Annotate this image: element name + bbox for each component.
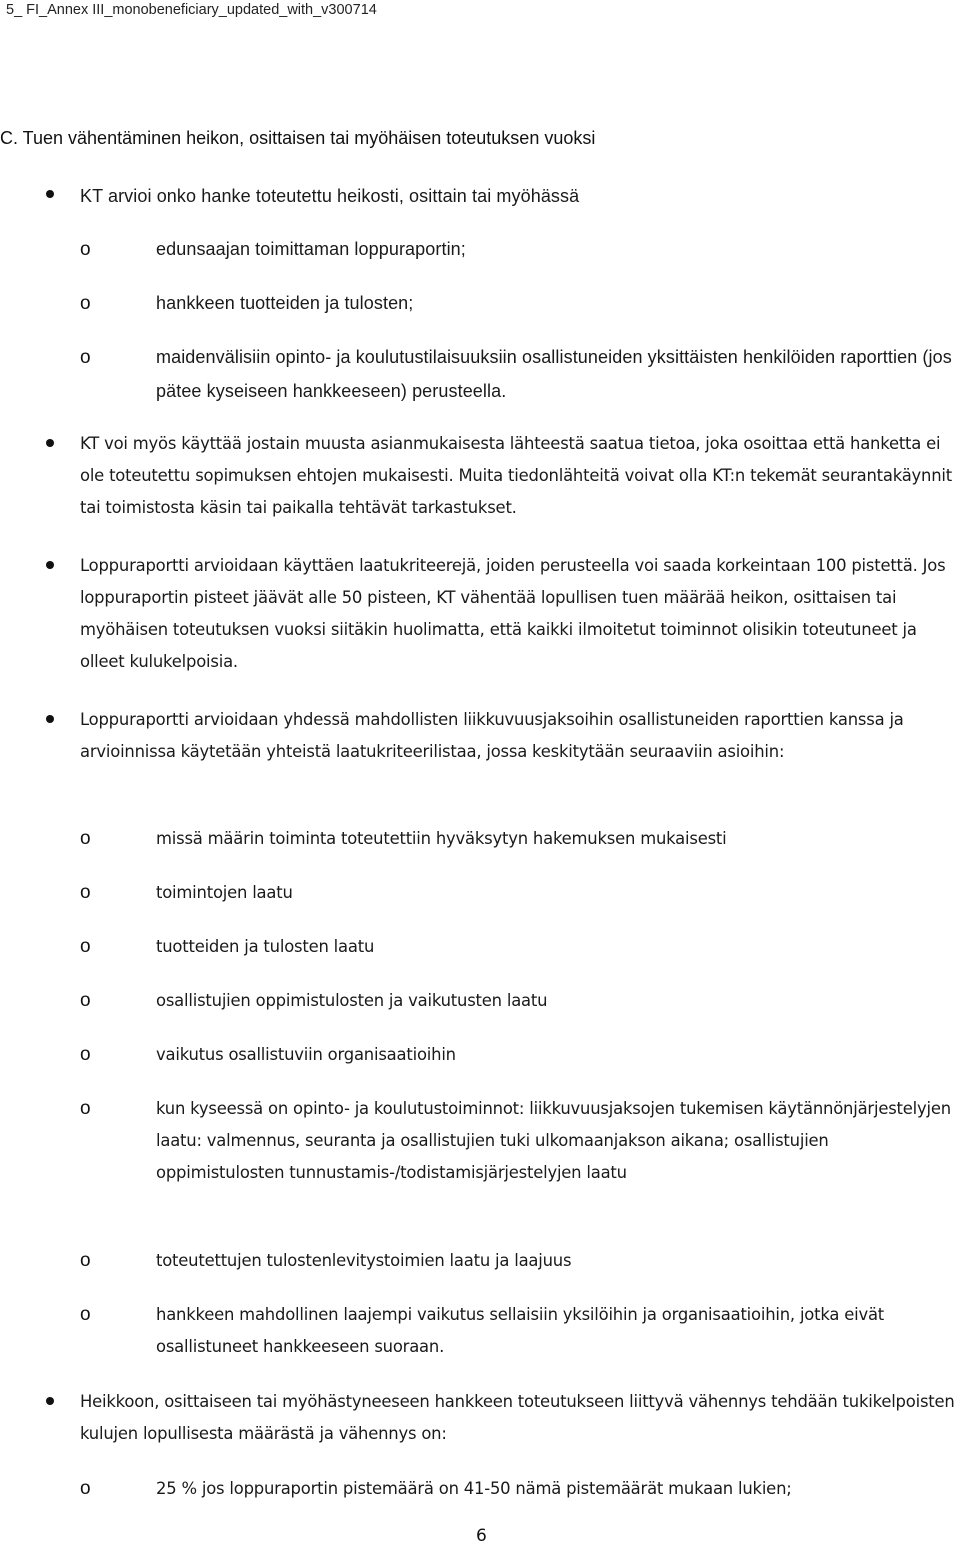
sub-item-implementation: o missä määrin toiminta toteutettiin hyväksytyn hakemuksen mukaisesti	[156, 823, 960, 855]
sub-item-output-quality: o tuotteiden ja tulosten laatu	[156, 931, 960, 963]
bullet-item-reduction: Heikkoon, osittaiseen tai myöhästyneeseen hankkeen toteutukseen liittyvä vähennys tehdään tukikelpoisten kulujen lopullisesta määrästä ja vähennys on:	[80, 1386, 960, 1450]
sub-item-organisation-impact: o vaikutus osallistuviin organisaatioihin	[156, 1039, 960, 1071]
bullet-item-assessment: KT arvioi onko hanke toteutettu heikosti, osittain tai myöhässä	[80, 180, 960, 214]
sub-item-mobility-support: o kun kyseessä on opinto- ja koulutustoiminnot: liikkuvuusjaksojen tukemisen käytännönjärjestelyjen laatu: valmennus, seuranta ja osallistujien tuki ulkomaanjakson aikana; osallistujien oppimistulosten tunnustamis-/todistamisjärjestelyjen laatu	[156, 1093, 960, 1189]
sub-item-reduction-25: o 25 % jos loppuraportin pistemäärä on 41-50 nämä pistemäärät mukaan lukien;	[156, 1473, 960, 1505]
sub-item-dissemination: o toteutettujen tulostenlevitystoimien laatu ja laajuus	[156, 1245, 960, 1277]
sub-item-learning-outcomes: o osallistujien oppimistulosten ja vaikutusten laatu	[156, 985, 960, 1017]
sub-item-final-report: o edunsaajan toimittaman loppuraportin;	[156, 233, 960, 267]
sub-item-participant-reports: o maidenvälisiin opinto- ja koulutustilaisuuksiin osallistuneiden yksittäisten henkilöiden raporttien (jos pätee kyseiseen hankkeeseen) perusteella.	[156, 341, 960, 408]
sub-item-activity-quality: o toimintojen laatu	[156, 877, 960, 909]
bullet-item-other-sources: KT voi myös käyttää jostain muusta asianmukaisesta lähteestä saatua tietoa, joka osoittaa että hanketta ei ole toteutettu sopimuksen ehtojen mukaisesti. Muita tiedonlähteitä voivat olla KT:n tekemät seurantakäynnit tai toimistosta käsin tai paikalla tehtävät tarkastukset.	[80, 428, 960, 524]
bullet-item-quality-criteria: Loppuraportti arvioidaan käyttäen laatukriteerejä, joiden perusteella voi saada korkeintaan 100 pistettä. Jos loppuraportin pisteet jäävät alle 50 pisteen, KT vähentää lopullisen tuen määrää heikon, osittaisen tai myöhäisen toteutuksen vuoksi siitäkin huolimatta, että kaikki ilmoitetut toiminnot olisikin toteutuneet ja olleet kulukelpoisia.	[80, 550, 960, 678]
section-title: C. Tuen vähentäminen heikon, osittaisen tai myöhäisen toteutuksen vuoksi	[0, 128, 596, 148]
bullet-item-joint-assessment: Loppuraportti arvioidaan yhdessä mahdollisten liikkuvuusjaksoihin osallistuneiden raporttien kanssa ja arvioinnissa käytetään yhteistä laatukriteerilistaa, jossa keskitytään seuraaviin asioihin:	[80, 704, 960, 768]
sub-item-products-results: o hankkeen tuotteiden ja tulosten;	[156, 287, 960, 321]
sub-item-wider-impact: o hankkeen mahdollinen laajempi vaikutus sellaisiin yksilöihin ja organisaatioihin, jotka eivät osallistuneet hankkeeseen suoraan.	[156, 1299, 960, 1363]
document-file-title: 5_ FI_Annex III_monobeneficiary_updated_with_v300714	[6, 2, 377, 18]
page-number: 6	[476, 1526, 487, 1546]
